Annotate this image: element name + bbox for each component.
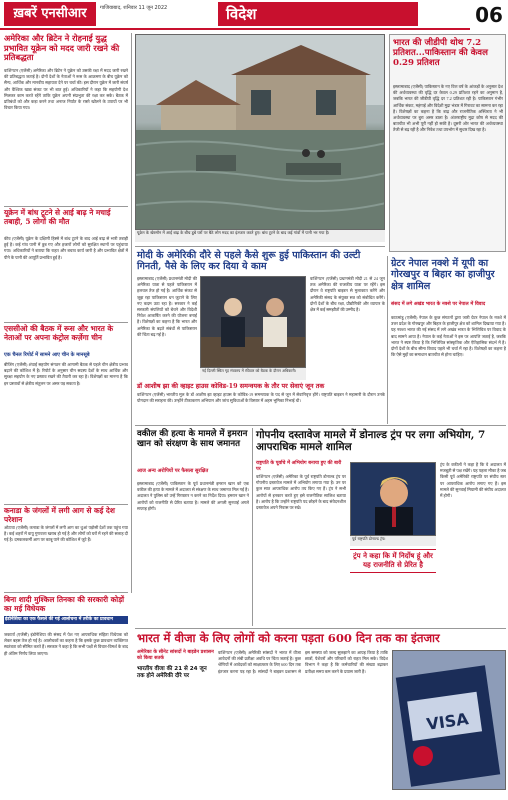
visa-text: VISA xyxy=(425,709,470,734)
story-headline: एससीओ की बैठक में रूस और भारत के नेताओं पर अपना कंट्रोल कर्ज़ेगा चीन xyxy=(4,324,114,342)
story-body: ट्रंप के वकीलों ने कहा है कि वे अदालत में मजबूती से पक्ष रखेंगे। यह पहला मौका है जब किसी पूर्व अमेरिकी राष्ट्रपति पर संघीय स्तर पर आपराधिक आरोप लगाए गए हैं। इस मामले की सुनवाई मियामी की संघीय अदालत में होगी। xyxy=(440,462,506,499)
page-header xyxy=(0,0,508,30)
newspaper-brand: ख़बरें एनसीआर xyxy=(4,2,96,26)
flood-scene-illustration xyxy=(136,35,385,230)
column-divider xyxy=(252,428,253,626)
story-body: इस्लामाबाद (एजेंसी) पाकिस्तान के नए वित्त वर्ष के आंकड़ों के अनुसार देश की अर्थव्यवस्था की वृद्धि दर केवल 0.29 प्रतिशत रहने का अनुमान है, जबकि भारत की जीडीपी वृद्धि दर 7.2 प्रतिशत रही है। पाकिस्तान गंभीर आर्थिक संकट, महंगाई और विदेशी मुद्रा भंडार में गिरावट का सामना कर रहा है। विशेषज्ञों का कहना है कि बाढ़ और राजनीतिक अस्थिरता ने भी अर्थव्यवस्था पर बुरा असर डाला है। अंतरराष्ट्रीय मुद्रा कोष से मदद की बातचीत भी अभी पूरी नहीं हो सकी है। दूसरी ओर भारत की अर्थव्यवस्था तेजी से बढ़ रही है और निवेश तथा उपभोग में सुधार दिख रहा है। xyxy=(393,84,503,133)
story-subheadline: इंडोनेशिया का एक फैसले की गई आलोचना में तरीके का प्रावधान xyxy=(4,616,128,624)
story-headline: भारत में वीजा के लिए लोगों को करना पड़ता 600 दिन तक का इंतजार xyxy=(137,631,440,645)
divider xyxy=(4,322,128,323)
column-divider xyxy=(387,256,388,424)
story-body: वाशिंगटन (एजेंसी) प्रधानमंत्री मोदी 21 से 24 जून तक अमेरिका की राजकीय यात्रा पर रहेंगे। इस दौरान वे राष्ट्रपति बाइडन से मुलाकात करेंगे और अमेरिकी संसद के संयुक्त सत्र को संबोधित करेंगे। दोनों देशों के बीच रक्षा, प्रौद्योगिकी और व्यापार के क्षेत्र में कई समझौतों की उम्मीद है। xyxy=(310,276,385,313)
story-body: कीव (एजेंसी) यूक्रेन के दक्षिणी हिस्से में बांध टूटने के बाद आई बाढ़ से भारी तबाही हुई है। कई गांव पानी में डूब गए और हजारों लोगों को सुरक्षित स्थानों पर पहुंचाया गया। अधिकारियों ने बताया कि राहत और बचाव कार्य जारी है और प्रभावित क्षेत्रों में पीने के पानी की आपूर्ति प्रभावित हुई है। xyxy=(4,236,128,260)
story-headline: यूक्रेन में बांध टूटने से आई बाढ़ ने मचाई तबाही, 5 लोगों की मौत xyxy=(4,208,111,226)
story-body: वाशिंगटन (एजेंसी) अमेरिका के पूर्व राष्ट्रपति डोनाल्ड ट्रंप पर गोपनीय दस्तावेज मामले में अभियोग लगाया गया है। उन पर कुल सात आपराधिक आरोप तय किए गए हैं। ट्रंप ने सभी आरोपों से इनकार करते हुए इसे राजनीतिक साजिश बताया है। आरोप है कि उन्होंने राष्ट्रपति पद छोड़ने के बाद संवेदनशील दस्तावेज अपने निवास पर रखे। xyxy=(256,474,346,511)
meeting-illustration xyxy=(201,277,306,368)
story-body: जकार्ता (एजेंसी) इंडोनेशिया की संसद में पेश नए आपराधिक संहिता विधेयक को लेकर बहस तेज हो गई है। आलोचकों का कहना है कि इसके कुछ प्रावधान व्यक्तिगत स्वतंत्रता को सीमित करते हैं। सरकार ने कहा है कि सभी पक्षों से विचार-विमर्श के बाद ही अंतिम निर्णय लिया जाएगा। xyxy=(4,632,128,656)
flood-photo xyxy=(135,34,385,230)
story-subheadline: भारतीय वीजा की 21 से 24 जून तक होने अमेरिकी दौरे पर xyxy=(137,666,207,679)
page-number: 06 xyxy=(470,0,508,30)
story-body: काठमांडू (एजेंसी) नेपाल के कुछ संगठनों द्वारा जारी ग्रेटर नेपाल के नक्शे में उत्तर प्रदेश के गोरखपुर और बिहार के हाजीपुर क्षेत्र को शामिल दिखाया गया है। यह नक्शा भारत की नई संसद में लगे अखंड भारत के भित्तिचित्र पर विवाद के बाद सामने आया है। नेपाल के कई नेताओं ने इस पर आपत्ति जताई है, जबकि भारत ने स्पष्ट किया है कि भित्तिचित्र सांस्कृतिक और ऐतिहासिक संदर्भ में है। दोनों देशों के बीच सीमा विवाद पहले भी चर्चा में रहा है। विशेषज्ञों का कहना है कि ऐसे मुद्दों का समाधान बातचीत से होना चाहिए। xyxy=(391,315,506,358)
divider xyxy=(4,206,128,207)
column-divider xyxy=(131,33,132,593)
story-body: इस्लामाबाद (एजेंसी) प्रधानमंत्री मोदी की अमेरिका यात्रा से पहले पाकिस्तान में हलचल तेज हो गई है। आर्थिक संकट से जूझ रहा पाकिस्तान धन जुटाने के लिए नए कदम उठा रहा है। सरकार ने कई सरकारी संपत्तियों को बेचने और विदेशी निवेश आकर्षित करने की योजना बनाई है। विशेषज्ञों का कहना है कि भारत और अमेरिका के बढ़ते संबंधों से पाकिस्तान की चिंता बढ़ गई है। xyxy=(137,276,197,337)
visa-illustration xyxy=(393,651,506,790)
section-title: विदेश xyxy=(218,2,418,26)
meeting-photo xyxy=(200,276,306,368)
story-subheadline: अमेरिका के सीनेट सांसदों ने बाइडेन प्रशासन को किया सतर्क xyxy=(137,650,214,661)
story-subheadline: डॉ आशीष झा की व्हाइट हाउस कोविड-19 समन्वयक के तौर पर सेवाएं जून तक xyxy=(137,382,325,390)
story-headline: बिना शादी मुश्किल तिनका की सरकारी कोड़ों का मई विधेयक xyxy=(4,595,125,613)
story-subheadline: संसद में लगे अखंड भारत के नक्शे पर नेपाल में विवाद xyxy=(391,302,486,307)
divider xyxy=(135,628,506,629)
divider xyxy=(135,425,506,426)
pull-quote: ट्रंप ने कहा कि में निर्दोष हूं और यह राजनीति से प्रेरित है xyxy=(350,549,436,573)
trump-photo xyxy=(350,462,436,536)
story-body: इस्लामाबाद (एजेंसी) पाकिस्तान के पूर्व प्रधानमंत्री इमरान खान को एक वकील की हत्या के मामले में अदालत से संरक्षण के साथ जमानत मिल गई है। अदालत ने पुलिस को उन्हें गिरफ्तार न करने का निर्देश दिया। इमरान खान ने आरोपों को राजनीति से प्रेरित बताया है। मामले की अगली सुनवाई अगले सप्ताह होगी। xyxy=(137,481,249,511)
visa-photo xyxy=(392,650,506,790)
dateline: गाजियाबाद, शनिवार 11 जून 2022 xyxy=(100,5,168,11)
story-body: वाशिंगटन (एजेंसी) अमेरिका और ब्रिटेन ने यूक्रेन को उसकी रक्षा में मदद जारी रखने की प्रतिबद्धता जताई है। दोनों देशों के नेताओं ने रूस के आक्रमण के बीच यूक्रेन को सैन्य, आर्थिक और मानवीय सहायता देने पर चर्चा की। इस दौरान यूक्रेन में जारी संघर्ष और वैश्विक खाद्य संकट पर भी बात हुई। अधिकारियों ने कहा कि सहयोगी देश मिलकर काम करते रहेंगे ताकि यूक्रेन अपनी संप्रभुता की रक्षा कर सके। बैठक में प्रतिबंधों को और कड़ा करने तथा अनाज निर्यात के रास्ते खोलने के उपायों पर भी विचार किया गया। xyxy=(4,68,128,111)
story-subheadline: राष्ट्रपति के पूर्वाचे में अभियोग बनाया हुए की बारी पर xyxy=(256,461,342,472)
story-headline: मोदी के अमेरिकी दौरे से पहले कैसे शुरू हुई पाकिस्तान की उल्टी गिनती, पैसे के लिए कर दिया ये काम xyxy=(137,250,361,273)
story-subheadline: आज अन्य अरोपियों पर फैसला सुरक्षित xyxy=(137,468,209,474)
photo-caption: नई दिल्ली स्थित गृह मंत्रालय में रविवार को बैठक के दौरान अधिकारी। xyxy=(200,368,306,380)
divider xyxy=(135,246,385,247)
divider xyxy=(4,504,128,505)
photo-caption: यूक्रेन के खेरसॉन में आई बाढ़ के बीच डूबे घरों पर बैठे लोग मदद का इंतजार करते हुए। बांध टूटने के बाद कई गांवों में पानी भर गया है। xyxy=(135,230,385,242)
divider xyxy=(4,592,128,593)
story-headline: भारत की जीडीपी थोथ 7.2 प्रतिशत...पाकिस्तान की केवल 0.29 प्रतिशत xyxy=(393,38,488,69)
story-subheadline: एक चैनल रिपोर्ट में सामने आए चीन के मानसूबे xyxy=(4,352,90,358)
story-headline: ग्रेटर नेपाल नक्शे में यूपी का गोरखपुर व बिहार का हाजीपुर क्षेत्र शामिल xyxy=(391,258,495,292)
story-headline: कनाडा के जंगलों में लगी आग से कई देश परेशान xyxy=(4,506,115,524)
story-body: बीजिंग (एजेंसी) शंघाई सहयोग संगठन की आगामी बैठक से पहले चीन क्षेत्रीय प्रभाव बढ़ाने की कोशिश में है। रिपोर्ट के अनुसार चीन सदस्य देशों के साथ आर्थिक और सुरक्षा सहयोग के नए प्रस्ताव रखने की तैयारी कर रहा है। विशेषज्ञों का मानना है कि इन प्रस्तावों से क्षेत्रीय संतुलन पर असर पड़ सकता है। xyxy=(4,362,128,386)
story-body: ओटावा (एजेंसी) कनाडा के जंगलों में लगी आग का धुआं पड़ोसी देशों तक पहुंच गया है। कई शहरों में वायु गुणवत्ता खराब हो गई है और लोगों को घरों में रहने की सलाह दी गई है। दमकलकर्मी आग पर काबू पाने की कोशिश में जुटे हैं। xyxy=(4,525,128,543)
trump-illustration xyxy=(351,463,436,536)
photo-caption: पूर्व राष्ट्रपति डोनाल्ड ट्रंप। xyxy=(350,536,436,546)
story-headline: गोपनीय दस्तावेज मामले में डोनाल्ड ट्रंप पर लगा अभियोग, 7 आपराधिक मामले शामिल xyxy=(256,429,486,454)
story-body: वाशिंगटन (एजेंसी) अमेरिकी सांसदों ने भारत में वीजा आवेदनों की लंबी प्रतीक्षा अवधि पर चिंता जताई है। कुछ श्रेणियों में आवेदकों को साक्षात्कार के लिए 600 दिन तक इंतजार करना पड़ रहा है। सांसदों ने बाइडन प्रशासन से इस समस्या को जल्द सुलझाने का आग्रह किया है ताकि छात्रों, पेशेवरों और परिवारों को राहत मिल सके। विदेश विभाग ने कहा है कि कर्मचारियों की संख्या बढ़ाकर प्रतीक्षा समय कम करने के प्रयास जारी हैं। xyxy=(218,650,388,674)
story-headline: अमेरिका और ब्रिटेन ने रोहनाई युद्ध प्रभावित यूक्रेन को मदद जारी रखने की प्रतिबद्धता xyxy=(4,33,120,63)
story-body: वाशिंगटन (एजेंसी) भारतीय मूल के डॉ आशीष झा व्हाइट हाउस के कोविड-19 समन्वयक के पद से जून में सेवानिवृत्त होंगे। राष्ट्रपति बाइडन ने महामारी के दौरान उनके योगदान की सराहना की। उन्होंने टीकाकरण अभियान और जांच सुविधाओं के विस्तार में अहम भूमिका निभाई थी। xyxy=(137,392,385,404)
story-headline: वकील की हत्या के मामले में इमरान खान को संरक्षण के साथ जमानत xyxy=(137,429,248,450)
